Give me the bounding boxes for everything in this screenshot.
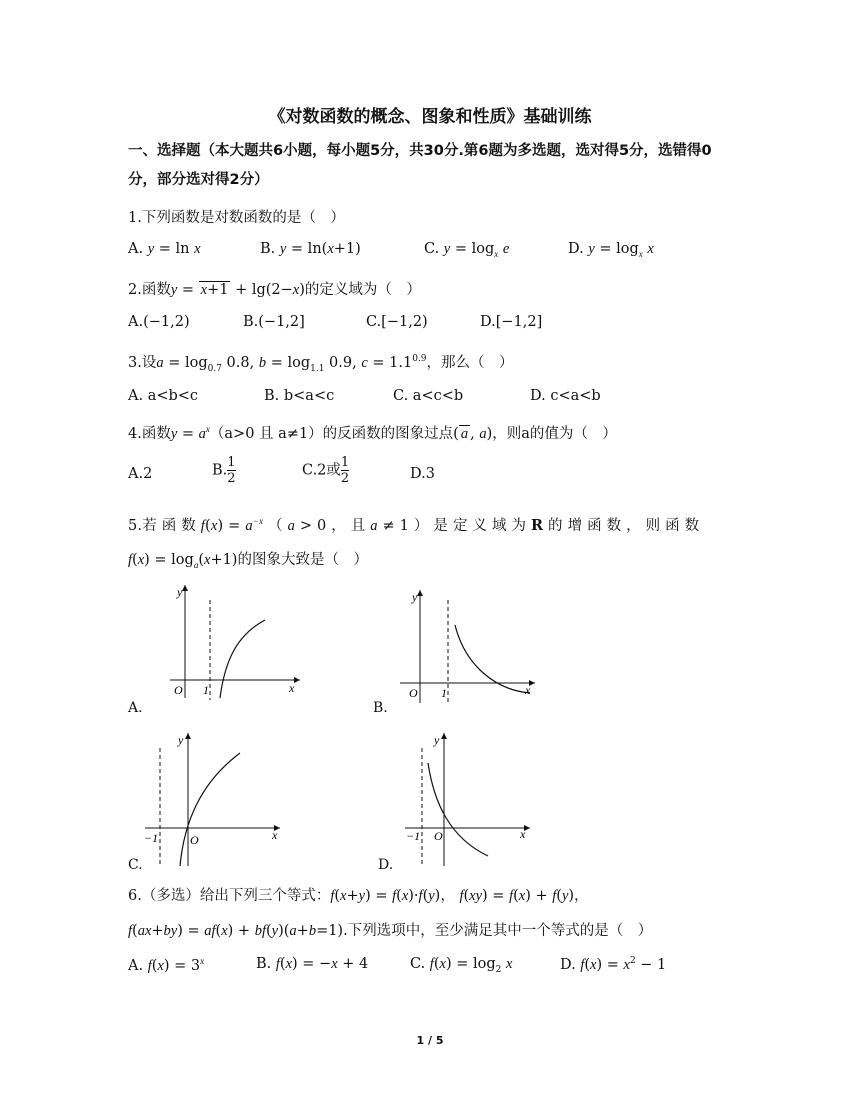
q2-suffix: 的定义域为（ ） — [304, 282, 421, 298]
q6-prefix: 6.（多选）给出下列三个等式： — [128, 888, 331, 904]
q4-stem: 4.函数$y = a^x(a>0$ 且 a≠1）的反函数的图象过点( a , a)，则a的值为（ ） — [128, 424, 617, 442]
svg-text:y: y — [178, 733, 184, 747]
svg-text:−1: −1 — [144, 831, 159, 845]
svg-text:x: x — [272, 828, 278, 842]
curve — [220, 620, 265, 698]
graph-d[interactable] — [400, 728, 540, 868]
q1-stem: 1.下列函数是对数函数的是（ ） — [128, 210, 345, 226]
graph-a[interactable] — [165, 580, 305, 700]
q1-option-c[interactable]: C. $y = \log_x e$ — [424, 241, 510, 259]
q4-option-a[interactable]: A.2 — [128, 466, 153, 482]
q6-option-c[interactable]: C. $f(x) = \log_2 x$ — [410, 956, 513, 975]
svg-text:y: y — [412, 590, 418, 604]
q6-option-a[interactable]: A. $f(x) = 3^x$ — [128, 956, 205, 974]
q2-option-d[interactable]: D.[−1,2] — [480, 314, 543, 330]
q6-suffix: .下列选项中，至少满足其中一个等式的是（ ） — [343, 923, 653, 939]
q4-middle: （a>0 且 a≠1）的反函数的图象过点 — [209, 426, 454, 442]
curve — [180, 753, 240, 866]
q1-option-b[interactable]: B. y = ln(x+1) — [260, 241, 361, 257]
q4-suffix: ，则a的值为（ ） — [492, 426, 617, 442]
graph-a-label[interactable]: A. — [128, 700, 143, 716]
graph-b-label[interactable]: B. — [373, 700, 388, 716]
q2-stem: 2.函数y = x+1 + lg(2−x)的定义域为（ ） — [128, 282, 421, 298]
q1-option-d[interactable]: D. $y = \log_x x$ — [568, 241, 654, 259]
section-heading: 一、选择题（本大题共6小题，每小题5分，共30分.第6题为多选题，选对得5分，选错得0分，部分选对得2分） — [128, 143, 712, 188]
svg-text:x: x — [289, 681, 295, 695]
q2-option-b[interactable]: B.(−1,2] — [243, 314, 305, 330]
q1-option-a[interactable]: A. y = ln x — [128, 241, 201, 257]
q5-stem-line2: $f(x) = \log_a(x+1)$的图象大致是（ ） — [128, 552, 368, 570]
svg-text:1: 1 — [203, 683, 209, 697]
graph-b[interactable] — [395, 585, 540, 705]
graph-d-label[interactable]: D. — [378, 857, 394, 873]
svg-text:1: 1 — [441, 686, 447, 700]
q6-stem-line2: f(ax+by) = af(x) + bf(y)(a+b=1).下列选项中，至少满足其中一个等式的是（ ） — [128, 923, 653, 939]
q4-option-c[interactable]: C.2或 $\frac{1}{2}$ — [302, 455, 350, 486]
q3-prefix: 3.设 — [128, 355, 157, 371]
document-title: 《对数函数的概念、图象和性质》基础训练 — [268, 107, 592, 127]
q4-option-d[interactable]: D.3 — [410, 466, 435, 482]
svg-text:x: x — [525, 683, 531, 697]
svg-text:O: O — [190, 833, 199, 847]
q5-suffix: 的图象大致是（ ） — [237, 552, 368, 568]
q5-stem-line1: 5.若 函 数 $f(x) = a^{-x}$ （ a > 0 ， 且 a ≠ 1 ） 是 定 义 域 为 R 的 增 函 数 ， 则 函 数 — [128, 516, 700, 534]
q3-stem: 3.设$a = \log_{0.7} 0.8$, $b = \log_{1.1} 0.9$, $c = 1.1^{0.9}$，那么（ ） — [128, 354, 514, 374]
svg-text:y: y — [177, 585, 183, 599]
svg-text:y: y — [434, 733, 440, 747]
q6-option-b[interactable]: B. f(x) = −x + 4 — [256, 956, 369, 972]
q3-suffix: ，那么（ ） — [426, 355, 514, 371]
q4-option-b[interactable]: B. $\frac{1}{2}$ — [212, 455, 236, 486]
q2-prefix: 2.函数 — [128, 282, 171, 298]
svg-text:O: O — [434, 829, 443, 843]
q3-option-d[interactable]: D. c<a<b — [530, 388, 601, 404]
svg-text:x: x — [520, 827, 526, 841]
q2-option-c[interactable]: C.[−1,2) — [366, 314, 428, 330]
q3-option-c[interactable]: C. a<c<b — [393, 388, 464, 404]
svg-text:O: O — [174, 683, 183, 697]
page-number: 1 / 5 — [416, 1034, 444, 1047]
graph-c-label[interactable]: C. — [128, 857, 143, 873]
q4-prefix: 4.函数 — [128, 426, 171, 442]
q6-stem-line1: 6.（多选）给出下列三个等式：f(x+y) = f(x)·f(y)， f(xy) = f(x) + f(y)， — [128, 888, 589, 904]
svg-text:−1: −1 — [406, 829, 421, 843]
q2-option-a[interactable]: A.(−1,2) — [128, 314, 190, 330]
q6-option-d[interactable]: D. $f(x) = x^2 - 1$ — [560, 956, 667, 973]
graph-c[interactable] — [140, 728, 290, 868]
svg-text:O: O — [409, 686, 418, 700]
q3-option-b[interactable]: B. b<a<c — [264, 388, 335, 404]
q3-option-a[interactable]: A. a<b<c — [128, 388, 199, 404]
